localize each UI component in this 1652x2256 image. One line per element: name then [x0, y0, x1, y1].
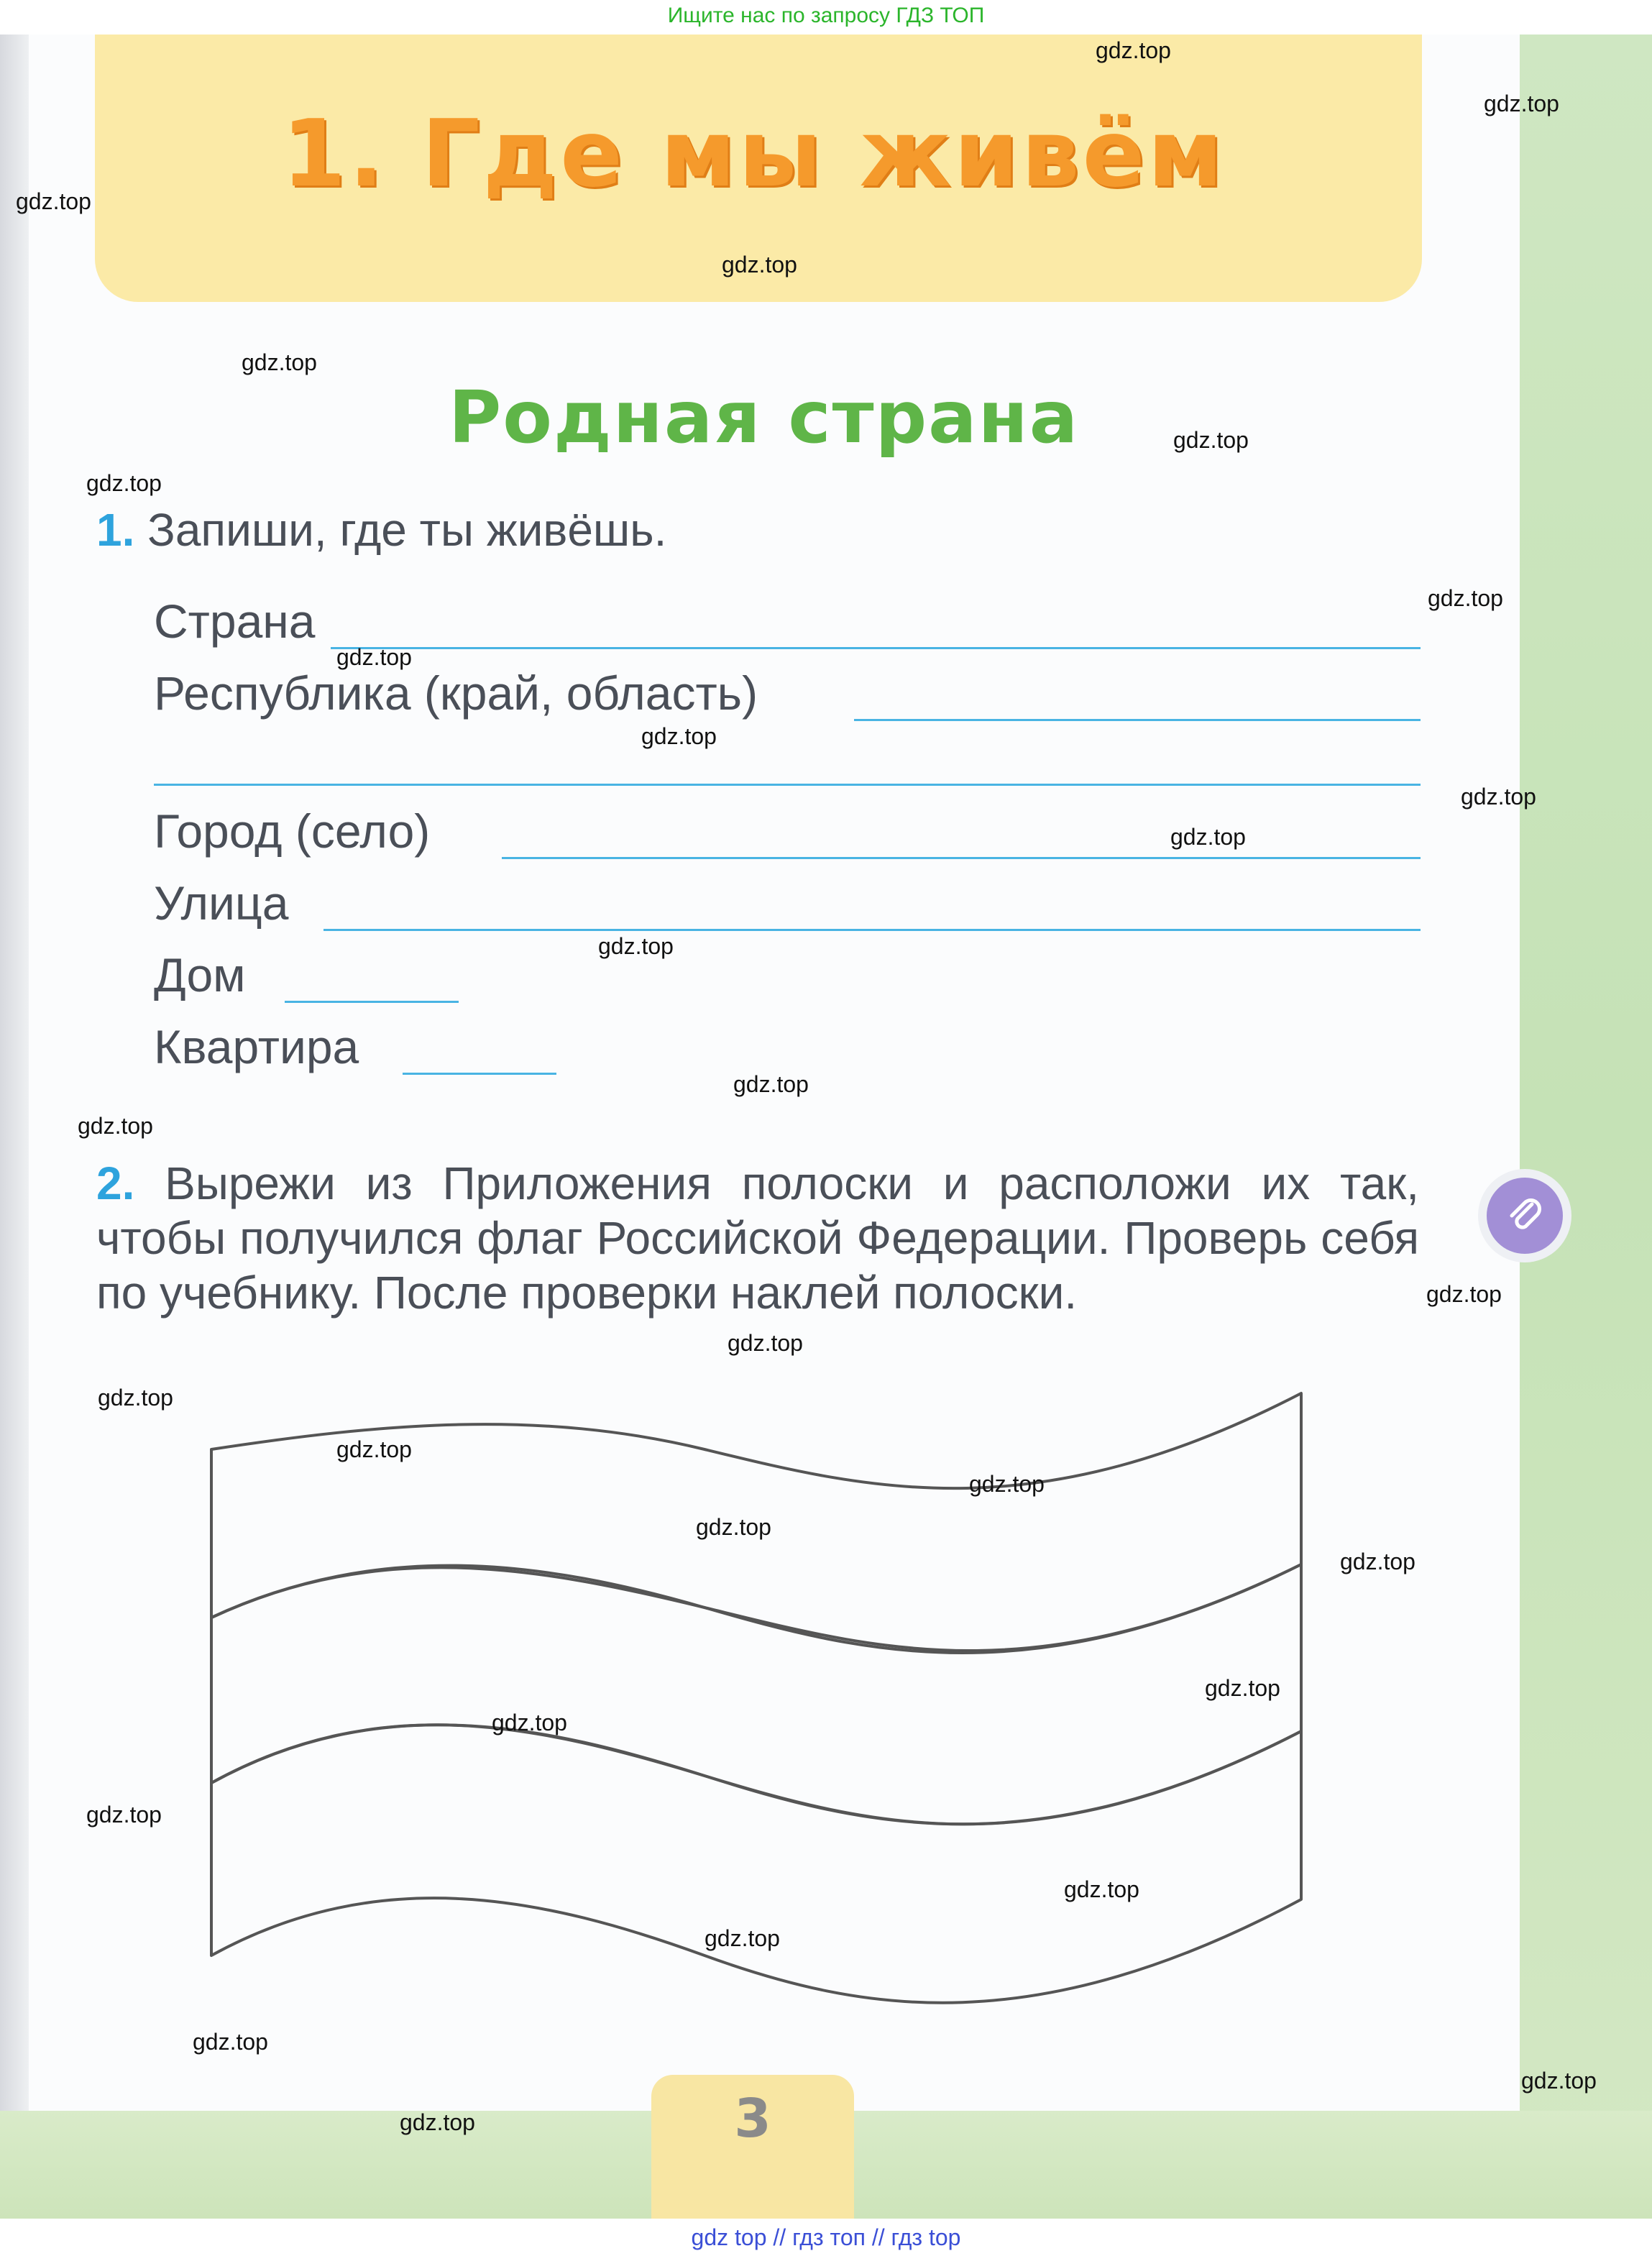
section-title: Родная страна: [449, 375, 1080, 459]
page-edge-decoration: [1518, 35, 1652, 2219]
attachment-button-face: [1487, 1178, 1563, 1254]
watermark: gdz.top: [1173, 427, 1249, 453]
watermark: gdz.top: [1428, 585, 1503, 611]
watermark: gdz.top: [1461, 784, 1536, 810]
field-label-house: Дом: [154, 948, 246, 1001]
field-label-city: Город (село): [154, 804, 431, 858]
house-input-line[interactable]: [285, 1001, 459, 1003]
watermark: gdz.top: [492, 1710, 567, 1735]
watermark: gdz.top: [98, 1385, 173, 1411]
watermark: gdz.top: [193, 2029, 268, 2055]
watermark: gdz.top: [969, 1471, 1045, 1497]
region-input-line[interactable]: [854, 719, 1421, 721]
watermark: gdz.top: [1484, 91, 1559, 116]
watermark: gdz.top: [86, 1802, 162, 1828]
watermark: gdz.top: [1521, 2068, 1597, 2094]
watermark: gdz.top: [336, 644, 412, 670]
watermark: gdz.top: [1064, 1876, 1139, 1902]
apartment-input-line[interactable]: [403, 1073, 556, 1075]
watermark: gdz.top: [1170, 824, 1246, 850]
bottom-banner[interactable]: gdz top // гдз топ // гдз top: [0, 2219, 1652, 2256]
task1-prompt: [96, 503, 1462, 556]
watermark: gdz.top: [86, 470, 162, 496]
page-gutter: [0, 35, 29, 2184]
watermark: gdz.top: [78, 1113, 153, 1139]
attachment-button[interactable]: [1478, 1169, 1571, 1262]
field-label-country: Страна: [154, 595, 316, 648]
watermark: gdz.top: [242, 349, 317, 375]
flag-stripe-middle: [211, 1564, 1301, 1824]
city-input-line[interactable]: [502, 857, 1421, 859]
field-label-region: Республика (край, область): [154, 666, 758, 720]
paperclip-icon: [1503, 1194, 1546, 1237]
watermark: gdz.top: [336, 1436, 412, 1462]
chapter-title: 1. Где мы живём: [282, 101, 1226, 208]
watermark: gdz.top: [400, 2109, 475, 2135]
task1-number: 1.: [96, 504, 135, 556]
flag-stripe-bottom: [211, 1725, 1301, 2002]
watermark: gdz.top: [598, 933, 674, 959]
task1-text: Запиши, где ты живёшь.: [147, 504, 667, 556]
task2-prompt: [96, 1156, 1419, 1320]
street-input-line[interactable]: [323, 929, 1421, 931]
page-number: 3: [734, 2088, 771, 2150]
task2-number: 2.: [96, 1157, 135, 1209]
watermark: gdz.top: [1340, 1549, 1415, 1574]
field-label-apartment: Квартира: [154, 1020, 359, 1073]
watermark: gdz.top: [728, 1330, 803, 1356]
country-input-line[interactable]: [331, 647, 1421, 649]
field-label-street: Улица: [154, 876, 289, 930]
watermark: gdz.top: [696, 1514, 771, 1540]
task2-text: Вырежи из Приложения полоски и расположи их так, чтобы получился флаг Российской Федерации. Проверь себя по учебнику. После проверки наклей полоски.: [96, 1157, 1419, 1319]
watermark: gdz.top: [705, 1925, 780, 1951]
watermark: gdz.top: [1426, 1281, 1502, 1307]
watermark: gdz.top: [1096, 37, 1171, 63]
watermark: gdz.top: [722, 252, 797, 278]
watermark: gdz.top: [733, 1071, 809, 1097]
watermark: gdz.top: [641, 723, 717, 749]
watermark: gdz.top: [16, 188, 91, 214]
watermark: gdz.top: [1205, 1675, 1280, 1701]
top-banner[interactable]: Ищите нас по запросу ГДЗ ТОП: [0, 0, 1652, 35]
region-input-line-2[interactable]: [154, 784, 1421, 786]
